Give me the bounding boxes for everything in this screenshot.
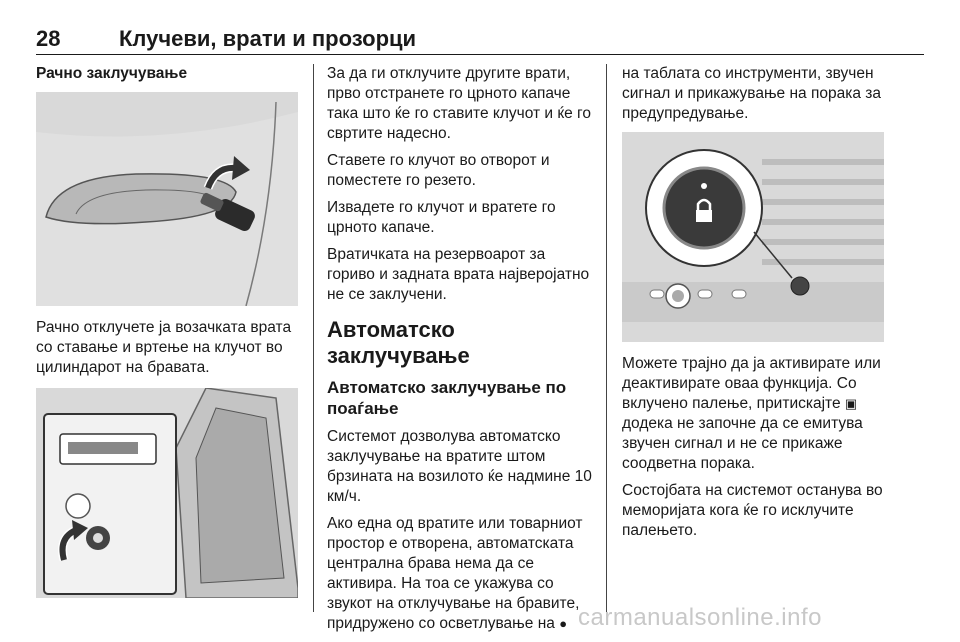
- central-lock-button-illustration: [622, 132, 884, 342]
- paragraph: За да ги отклучите другите врати, прво отстранете го црното капаче така што ќе го ставите клучот и ќе го свртите надесно.: [327, 65, 591, 142]
- column-right: [622, 64, 888, 548]
- column-divider: [313, 64, 314, 612]
- column-middle: [327, 64, 593, 641]
- section-subheading: Рачно заклучување: [36, 65, 188, 82]
- lock-indicator-icon: ●: [559, 616, 568, 631]
- door-lock-latch-illustration: [36, 388, 298, 598]
- paragraph: Извадете го клучот и вратете го црното капаче.: [327, 199, 556, 236]
- section-subheading: Автоматско заклучување по поаѓање: [327, 378, 567, 418]
- lock-button-icon: ▣: [844, 396, 858, 411]
- chapter-title: Клучеви, врати и прозорци: [119, 26, 417, 51]
- paragraph-text: додека не започне да се емитува звучен сигнал и не се прикаже соодветна порака.: [622, 415, 863, 472]
- page-number: 28: [36, 26, 61, 51]
- section-heading: Автоматско заклучување: [327, 317, 470, 368]
- paragraph: Вратичката на резервоарот за гориво и задната врата најверојатно не се заклучени.: [327, 246, 590, 303]
- column-divider: [606, 64, 607, 612]
- paragraph: Системот дозволува автоматско заклучување на вратите штом брзината на возилото ќе надмине 10 км/ч.: [327, 428, 592, 505]
- paragraph: Состојбата на системот останува во меморијата кога ќе го исклучите палењето.: [622, 482, 883, 539]
- page-header: [36, 20, 924, 55]
- paragraph: [622, 354, 888, 474]
- figure-caption: Рачно отклучете ја возачката врата со ставање и вртење на клучот во цилиндарот на бравата.: [36, 319, 292, 376]
- paragraph: [327, 514, 593, 634]
- watermark: carmanualsonline.info: [578, 604, 822, 631]
- paragraph: Ставете го клучот во отворот и поместете го резето.: [327, 152, 550, 189]
- column-left: [36, 64, 298, 598]
- paragraph: на таблата со инструменти, звучен сигнал и прикажување на порака за предупредување.: [622, 65, 881, 122]
- paragraph-text: Можете трајно да ја активирате или деактивирате оваа функција. Со вклучено палење, притискајте: [622, 355, 881, 412]
- paragraph-text: Ако една од вратите или товарниот простор е отворена, автоматската централна брава нема да се активира. На тоа се укажува со звукот на отклучување на бравите, придружено со осветлување на: [327, 515, 583, 632]
- door-handle-illustration: [36, 92, 298, 306]
